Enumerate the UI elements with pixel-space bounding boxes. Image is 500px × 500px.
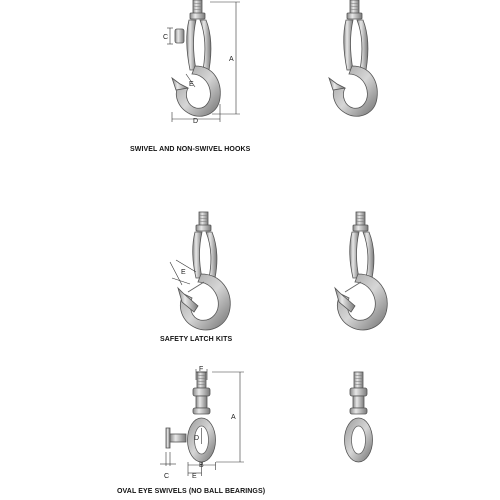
dim-label-f: F: [199, 366, 204, 373]
hook-body: [176, 66, 220, 116]
caption-oval-eye: OVAL EYE SWIVELS (NO BALL BEARINGS): [117, 488, 266, 495]
c-section-profile: [175, 29, 184, 43]
section-safety-latch: [160, 212, 387, 343]
safety-latch-hook-plain: [335, 212, 387, 330]
dim-label-a: A: [229, 56, 234, 63]
latch-loop-left: [187, 20, 196, 70]
dim-label-c: C: [163, 34, 169, 41]
swivel-collar: [193, 388, 210, 396]
swivel-hook-dimensioned: [163, 0, 240, 125]
dim-label-d-eye: D: [194, 435, 200, 442]
shank-collar: [190, 13, 205, 19]
eye-side-profile: [166, 428, 170, 448]
hook-tip: [172, 78, 188, 90]
latch-loop-right: [200, 20, 211, 70]
section-swivel-hooks: [130, 0, 377, 153]
dim-label-c-eye: C: [164, 473, 170, 480]
caption-safety-latch: SAFETY LATCH KITS: [160, 336, 233, 343]
dim-label-d: D: [193, 118, 199, 125]
oval-eye-swivel-plain: [345, 372, 373, 462]
section-oval-eye: [117, 366, 373, 495]
dim-label-a-eye: A: [231, 414, 236, 421]
dim-label-e: E: [189, 81, 194, 88]
safety-latch-hook-dimensioned: [170, 212, 230, 330]
swivel-hook-plain: [329, 0, 377, 116]
caption-swivel-hooks: SWIVEL AND NON-SWIVEL HOOKS: [130, 146, 251, 153]
dim-label-e-eye: E: [192, 473, 197, 480]
dim-label-e-latch: E: [181, 269, 186, 276]
oval-eye-swivel-dimensioned: [160, 366, 244, 480]
dim-label-b-eye: B: [199, 462, 204, 469]
